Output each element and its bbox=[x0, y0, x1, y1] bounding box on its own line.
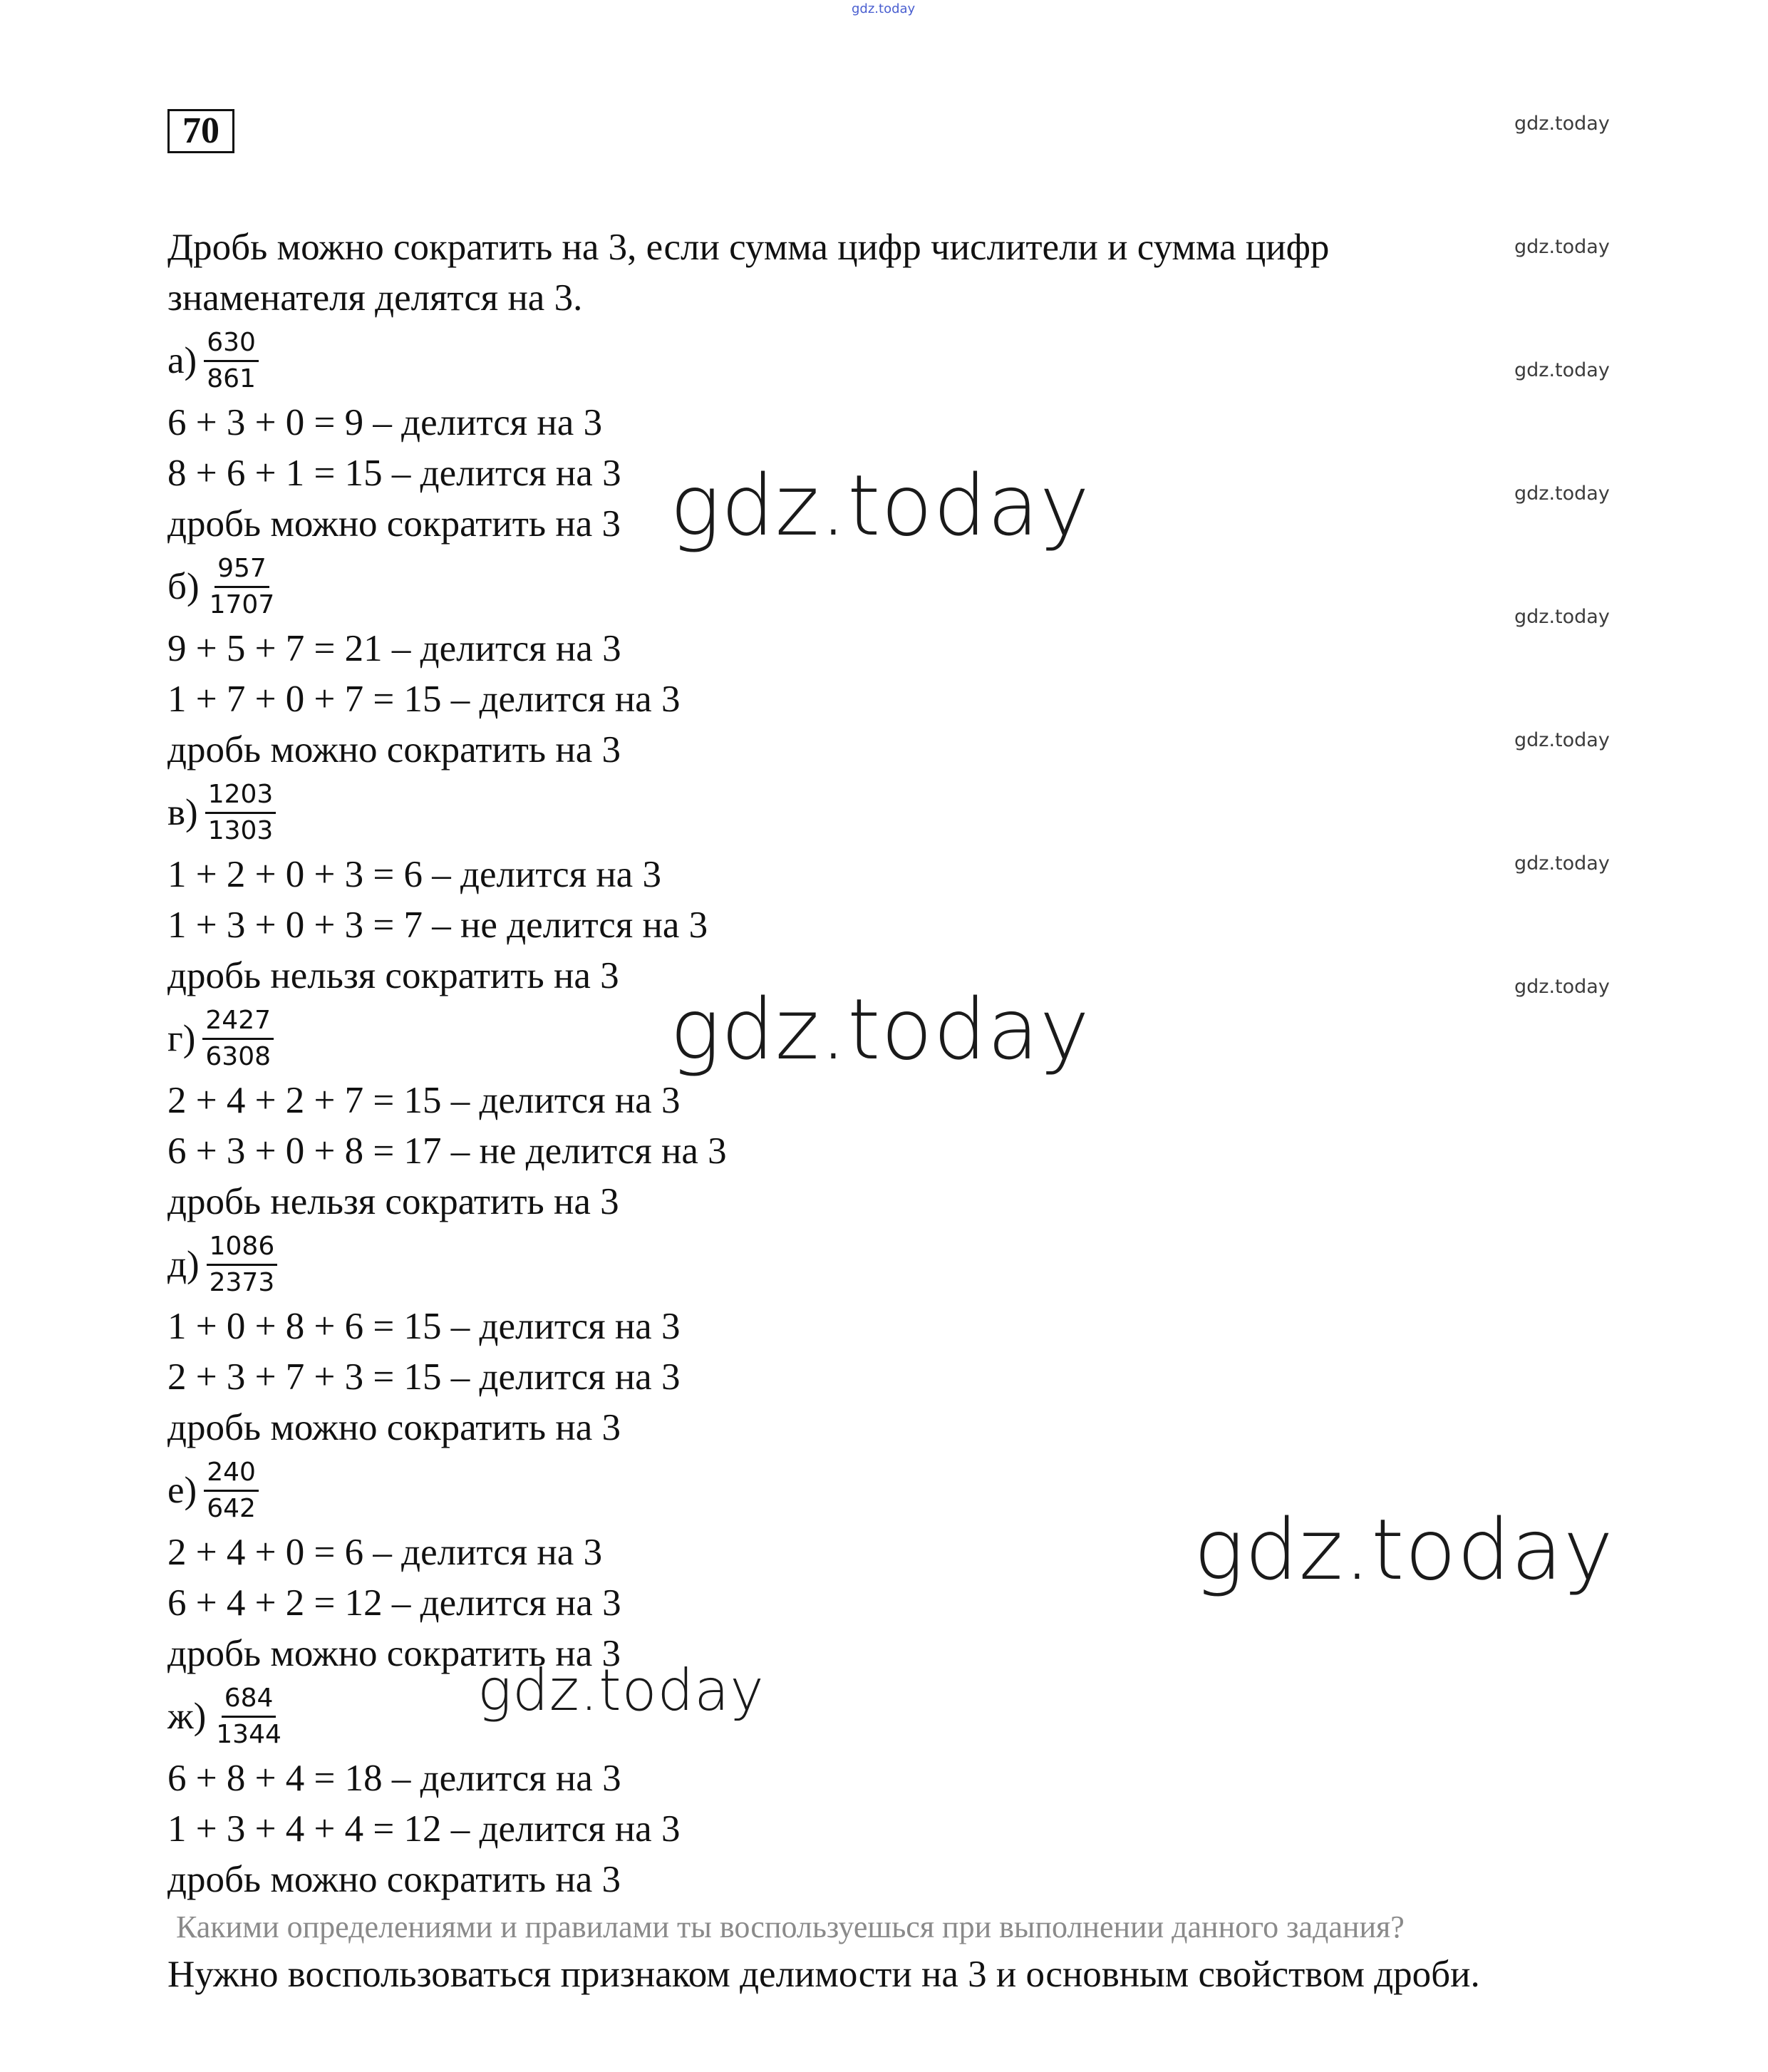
solution-line: 1 + 3 + 4 + 4 = 12 – делится на 3 bbox=[167, 1808, 681, 1850]
solution-line: дробь можно сократить на 3 bbox=[167, 1633, 621, 1674]
top-watermark: gdz.today bbox=[852, 1, 916, 16]
solution-line: 6 + 4 + 2 = 12 – делится на 3 bbox=[167, 1582, 621, 1624]
large-watermark: gdz.today bbox=[670, 980, 1090, 1078]
solution-line: 1 + 3 + 0 + 3 = 7 – не делится на 3 bbox=[167, 904, 708, 946]
side-watermark: gdz.today bbox=[1514, 483, 1610, 505]
part-label: д) bbox=[167, 1244, 200, 1285]
solution-line: дробь можно сократить на 3 bbox=[167, 503, 621, 545]
review-question: Какими определениями и правилами ты воспользуешься при выполнении данного задания? bbox=[176, 1909, 1405, 1944]
fraction-numerator: 630 bbox=[204, 327, 259, 362]
solution-line: дробь можно сократить на 3 bbox=[167, 729, 621, 770]
fraction-denominator: 2373 bbox=[209, 1267, 275, 1297]
fraction bbox=[204, 327, 259, 395]
side-watermark: gdz.today bbox=[1514, 976, 1610, 998]
fraction-denominator: 642 bbox=[207, 1493, 256, 1523]
solution-line: дробь нельзя сократить на 3 bbox=[167, 955, 619, 996]
fraction bbox=[207, 553, 278, 621]
side-watermark: gdz.today bbox=[1514, 606, 1610, 628]
fraction-denominator: 861 bbox=[207, 364, 256, 393]
solution-line: 6 + 3 + 0 = 9 – делится на 3 bbox=[167, 402, 603, 443]
side-watermark: gdz.today bbox=[1514, 852, 1610, 875]
fraction-numerator: 240 bbox=[204, 1457, 259, 1492]
side-watermark: gdz.today bbox=[1514, 236, 1610, 258]
fraction-denominator: 6308 bbox=[205, 1041, 272, 1071]
solution-line: 8 + 6 + 1 = 15 – делится на 3 bbox=[167, 453, 621, 494]
solution-line: дробь можно сократить на 3 bbox=[167, 1859, 621, 1900]
part-label: а) bbox=[167, 340, 197, 381]
side-watermark: gdz.today bbox=[1514, 359, 1610, 381]
fraction-numerator: 1086 bbox=[207, 1231, 278, 1266]
solution-line: 2 + 3 + 7 + 3 = 15 – делится на 3 bbox=[167, 1356, 681, 1398]
solution-line: дробь нельзя сократить на 3 bbox=[167, 1181, 619, 1222]
solution-line: 1 + 7 + 0 + 7 = 15 – делится на 3 bbox=[167, 679, 681, 720]
intro-line: знаменателя делятся на 3. bbox=[167, 277, 583, 319]
task-number-box: 70 bbox=[167, 109, 234, 153]
part-header bbox=[167, 550, 1664, 624]
part-label: в) bbox=[167, 792, 198, 833]
part-label: г) bbox=[167, 1018, 196, 1059]
fraction bbox=[213, 1683, 284, 1751]
large-watermark: gdz.today bbox=[477, 1657, 765, 1723]
fraction-denominator: 1303 bbox=[207, 815, 274, 845]
solution-line: 9 + 5 + 7 = 21 – делится на 3 bbox=[167, 628, 621, 669]
solution-line: 1 + 2 + 0 + 3 = 6 – делится на 3 bbox=[167, 854, 661, 895]
large-watermark: gdz.today bbox=[670, 456, 1090, 555]
part-header bbox=[167, 1679, 1664, 1753]
part-header bbox=[167, 775, 1664, 850]
solution-line: 2 + 4 + 0 = 6 – делится на 3 bbox=[167, 1532, 603, 1573]
fraction bbox=[204, 1457, 259, 1525]
fraction-denominator: 1707 bbox=[209, 589, 275, 619]
side-watermark: gdz.today bbox=[1514, 113, 1610, 135]
fraction-numerator: 2427 bbox=[202, 1005, 274, 1040]
large-watermark: gdz.today bbox=[1194, 1500, 1614, 1599]
solution-line: 6 + 8 + 4 = 18 – делится на 3 bbox=[167, 1758, 621, 1799]
solution-line: дробь можно сократить на 3 bbox=[167, 1407, 621, 1448]
fraction bbox=[205, 779, 276, 847]
part-label: е) bbox=[167, 1470, 197, 1511]
fraction-denominator: 1344 bbox=[216, 1719, 281, 1749]
part-header bbox=[167, 1227, 1664, 1302]
intro-line: Дробь можно сократить на 3, если сумма цифр числители и сумма цифр bbox=[167, 227, 1330, 268]
fraction-numerator: 684 bbox=[222, 1683, 276, 1718]
part-header bbox=[167, 324, 1664, 398]
review-answer: Нужно воспользоваться признаком делимости на 3 и основным свойством дроби. bbox=[167, 1954, 1480, 1995]
fraction bbox=[202, 1005, 274, 1073]
fraction bbox=[207, 1231, 278, 1299]
part-label: ж) bbox=[167, 1696, 207, 1737]
solution-line: 6 + 3 + 0 + 8 = 17 – не делится на 3 bbox=[167, 1130, 727, 1172]
side-watermark: gdz.today bbox=[1514, 729, 1610, 751]
solution-line: 2 + 4 + 2 + 7 = 15 – делится на 3 bbox=[167, 1080, 681, 1121]
part-label: б) bbox=[167, 566, 200, 607]
fraction-numerator: 1203 bbox=[205, 779, 276, 814]
fraction-numerator: 957 bbox=[214, 553, 269, 588]
solution-line: 1 + 0 + 8 + 6 = 15 – делится на 3 bbox=[167, 1306, 681, 1347]
